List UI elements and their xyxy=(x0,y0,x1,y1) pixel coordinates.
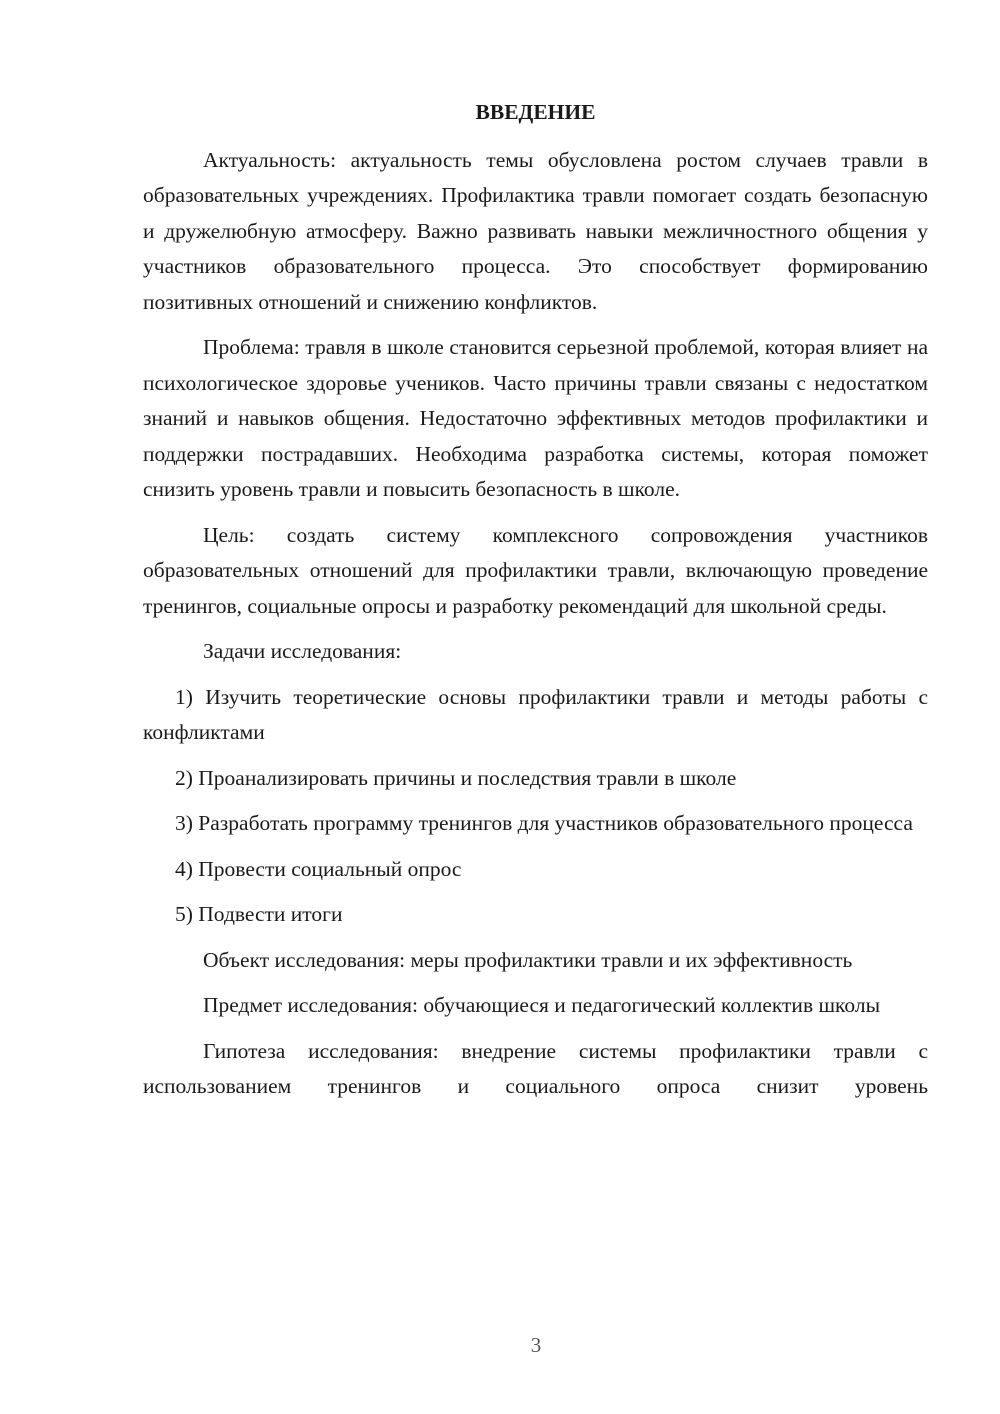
section-title: ВВЕДЕНИЕ xyxy=(475,100,596,124)
page-number: 3 xyxy=(530,1333,542,1357)
task-item-5: 5) Подвести итоги xyxy=(175,902,343,926)
task-item-3: 3) Разработать программу тренингов для участников образовательного процесса xyxy=(175,811,913,835)
paragraph-goal: Цель: создать систему комплексного сопровождения участников образовательных отношений для профилактики травли, включающую проведение тренингов, социальные опросы и разработку рекомендаций для школьной среды. xyxy=(143,522,928,618)
paragraph-hypothesis: Гипотеза исследования: внедрение системы профилактики травли с использованием тренингов и социального опроса снизит уровень xyxy=(143,1038,928,1098)
paragraph-relevance: Актуальность: актуальность темы обусловлена ростом случаев травли в образовательных учреждениях. Профилактика травли помогает создать безопасную и дружелюбную атмосферу. Важно развивать навыки межличностного общения у участников образовательного процесса. Это способствует формированию позитивных отношений и снижению конфликтов. xyxy=(143,147,928,314)
task-item-2: 2) Проанализировать причины и последствия травли в школе xyxy=(175,765,737,790)
paragraph-subject: Предмет исследования: обучающиеся и педагогический коллектив школы xyxy=(203,993,881,1017)
paragraph-tasks-heading: Задачи исследования: xyxy=(203,639,402,663)
task-item-4: 4) Провести социальный опрос xyxy=(175,856,462,881)
paragraph-object: Объект исследования: меры профилактики травли и их эффективность xyxy=(203,947,853,972)
paragraph-problem: Проблема: травля в школе становится серьезной проблемой, которая влияет на психологическое здоровье учеников. Часто причины травли связаны с недостатком знаний и навыков общения. Недостаточно эффективных методов профилактики и поддержки пострадавших. Необходима разработка системы, которая поможет снизить уровень травли и повысить безопасность в школе. xyxy=(143,335,928,501)
document-page xyxy=(143,95,928,1115)
task-item-1: 1) Изучить теоретические основы профилактики травли и методы работы с конфликтами xyxy=(143,684,928,744)
